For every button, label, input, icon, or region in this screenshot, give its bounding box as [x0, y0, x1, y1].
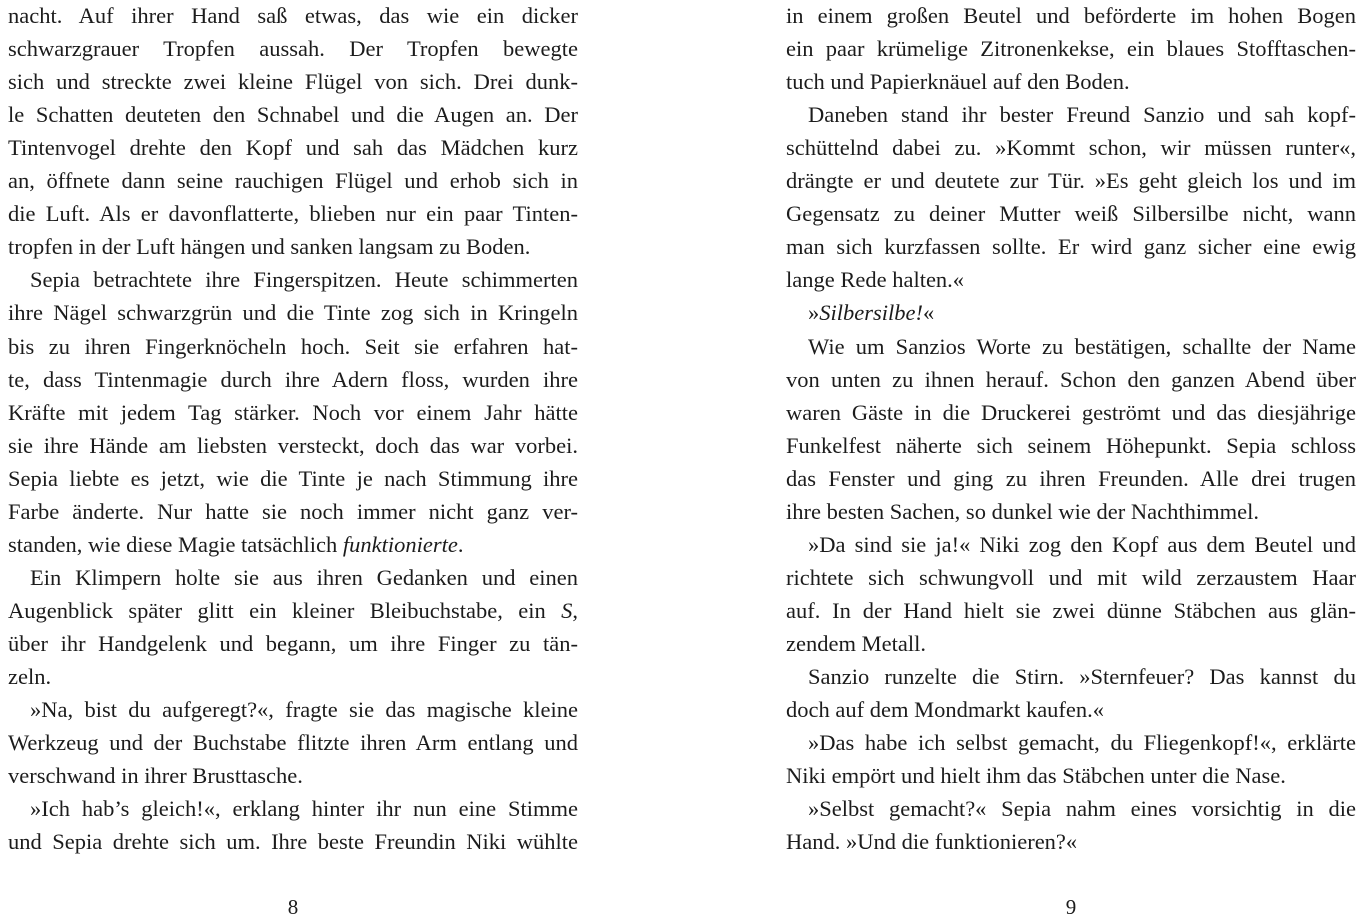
text-line [8, 68, 578, 101]
line-text: Funkelfest näherte sich seinem Höhepunkt. Sepia schloss [786, 432, 1356, 458]
line-text: Werkzeug und der Buchstabe flitzte ihren Arm entlang und [8, 730, 578, 756]
text-line [8, 597, 578, 630]
line-text: nacht. Auf ihrer Hand saß etwas, das wie ein dicker [8, 3, 578, 28]
text-line [786, 266, 1356, 299]
line-text: Sepia betrachtete ihre Fingerspitzen. Heute schimmerten [30, 267, 578, 293]
line-text: Gegensatz zu deiner Mutter weiß Silbersilbe nicht, wann [786, 201, 1356, 227]
line-text: ihre besten Sachen, so dunkel wie der Nachthimmel. [786, 498, 1259, 524]
line-text: zendem Metall. [786, 630, 926, 656]
text-line [786, 597, 1356, 630]
text-line [8, 299, 578, 332]
text-line [8, 564, 578, 597]
line-text: verschwand in ihrer Brusttasche. [8, 763, 303, 789]
text-line [8, 35, 578, 68]
line-text: Wie um Sanzios Worte zu bestätigen, schallte der Name [808, 333, 1356, 359]
line-text: » [808, 300, 820, 326]
text-line [786, 366, 1356, 399]
text-line [8, 762, 578, 795]
text-line [786, 333, 1356, 366]
line-text: »Na, bist du aufgeregt?«, fragte sie das magische kleine [30, 697, 578, 723]
line-text: schwarzgrauer Tropfen aussah. Der Tropfen bewegte [8, 36, 578, 62]
text-line [786, 432, 1356, 465]
text-line [786, 729, 1356, 762]
right-page [786, 0, 1356, 920]
line-trailing-text: . [457, 531, 464, 557]
text-line [786, 134, 1356, 167]
text-line [786, 299, 1356, 332]
line-text: Daneben stand ihr bester Freund Sanzio und sah kopf- [808, 102, 1356, 128]
text-line [786, 233, 1356, 266]
right-page-number: 9 [1065, 895, 1077, 919]
line-text: tropfen in der Luft hängen und sanken langsam zu Boden. [8, 234, 531, 260]
line-trailing-text: , [572, 597, 578, 623]
line-text: auf. In der Hand hielt sie zwei dünne Stäbchen aus glän- [786, 597, 1356, 623]
text-line [8, 333, 578, 366]
text-line [786, 564, 1356, 597]
text-line [8, 729, 578, 762]
text-line [786, 531, 1356, 564]
line-text: »Das habe ich selbst gemacht, du Fliegenkopf!«, erklärte [808, 730, 1356, 756]
line-text: über ihr Handgelenk und begann, um ihre Finger zu tän- [8, 630, 578, 656]
line-text: »Da sind sie ja!« Niki zog den Kopf aus dem Beutel und [808, 531, 1356, 557]
line-text: bis zu ihren Fingerknöcheln hoch. Seit sie erfahren hat- [8, 333, 578, 359]
text-line [786, 663, 1356, 696]
line-text: Farbe änderte. Nur hatte sie noch immer nicht ganz ver- [8, 498, 578, 524]
text-line [786, 101, 1356, 134]
text-line [786, 465, 1356, 498]
text-line [8, 696, 578, 729]
line-italic-text: S [561, 597, 573, 623]
text-line [786, 762, 1356, 795]
text-line [786, 167, 1356, 200]
line-text: richtete sich schwungvoll und mit wild zerzaustem Haar [786, 564, 1356, 590]
text-line [786, 2, 1356, 35]
text-line [8, 366, 578, 399]
line-text: Sepia liebte es jetzt, wie die Tinte je nach Stimmung ihre [8, 465, 578, 491]
line-text: waren Gäste in die Druckerei geströmt und das diesjährige [786, 399, 1356, 425]
text-line [786, 200, 1356, 233]
left-page-number: 8 [287, 895, 299, 919]
line-text: das Fenster und ging zu ihren Freunden. Alle drei trugen [786, 465, 1356, 491]
text-line [786, 35, 1356, 68]
text-line [8, 630, 578, 663]
text-line [786, 828, 1356, 861]
line-italic-text: Silbersilbe! [819, 300, 923, 326]
text-line [8, 167, 578, 200]
text-line [8, 266, 578, 299]
line-text: lange Rede halten.« [786, 267, 965, 293]
line-text: sich und streckte zwei kleine Flügel von sich. Drei dunk- [8, 69, 578, 95]
line-text: Ein Klimpern holte sie aus ihren Gedanken und einen [30, 564, 578, 590]
text-line [786, 68, 1356, 101]
text-line [8, 134, 578, 167]
line-text: standen, wie diese Magie tatsächlich [8, 531, 343, 557]
line-text: schüttelnd dabei zu. »Kommt schon, wir müssen runter«, [786, 135, 1356, 161]
text-line [786, 630, 1356, 663]
text-line [786, 696, 1356, 729]
line-text: zeln. [8, 664, 52, 689]
text-line [8, 2, 578, 35]
text-line [8, 233, 578, 266]
line-text: »Ich hab’s gleich!«, erklang hinter ihr nun eine Stimme [30, 796, 578, 822]
line-text: und Sepia drehte sich um. Ihre beste Freundin Niki wühlte [8, 829, 578, 855]
line-text: sie ihre Hände am liebsten versteckt, doch das war vorbei. [8, 432, 578, 458]
line-text: in einem großen Beutel und beförderte im hohen Bogen [786, 3, 1356, 28]
line-text: »Selbst gemacht?« Sepia nahm eines vorsichtig in die [808, 796, 1356, 822]
line-text: man sich kurzfassen sollte. Er wird ganz sicher eine ewig [786, 234, 1356, 260]
line-text: von unten zu ihnen herauf. Schon den ganzen Abend über [786, 366, 1356, 392]
text-line [8, 498, 578, 531]
line-text: ihre Nägel schwarzgrün und die Tinte zog sich in Kringeln [8, 300, 578, 326]
line-text: an, öffnete dann seine rauchigen Flügel und erhob sich in [8, 168, 578, 194]
line-text: tuch und Papierknäuel auf den Boden. [786, 69, 1130, 95]
text-line [8, 465, 578, 498]
text-line [8, 399, 578, 432]
text-line [786, 795, 1356, 828]
left-page [8, 0, 578, 920]
line-text: drängte er und deutete zur Tür. »Es geht gleich los und im [786, 168, 1356, 194]
text-line [8, 531, 578, 564]
text-line [8, 828, 578, 861]
line-text: Hand. »Und die funktionieren?« [786, 829, 1078, 855]
line-text: Niki empört und hielt ihm das Stäbchen unter die Nase. [786, 763, 1286, 789]
line-text: die Luft. Als er davonflatterte, blieben nur ein paar Tinten- [8, 201, 578, 227]
text-line [786, 498, 1356, 531]
line-text: Sanzio runzelte die Stirn. »Sternfeuer? Das kannst du [808, 664, 1356, 689]
line-italic-text: funktionierte [342, 531, 458, 557]
line-text: le Schatten deuteten den Schnabel und die Augen an. Der [8, 102, 578, 128]
text-line [8, 432, 578, 465]
line-text: Kräfte mit jedem Tag stärker. Noch vor einem Jahr hätte [8, 399, 578, 425]
line-text: Tintenvogel drehte den Kopf und sah das Mädchen kurz [8, 135, 578, 161]
line-trailing-text: « [922, 300, 935, 326]
text-line [8, 795, 578, 828]
line-text: doch auf dem Mondmarkt kaufen.« [786, 697, 1105, 723]
text-line [8, 101, 578, 134]
text-line [786, 399, 1356, 432]
text-line [8, 200, 578, 233]
line-text: te, dass Tintenmagie durch ihre Adern floss, wurden ihre [8, 366, 578, 392]
line-text: Augenblick später glitt ein kleiner Bleibuchstabe, ein [8, 597, 562, 623]
line-text: ein paar krümelige Zitronenkekse, ein blaues Stofftaschen- [786, 36, 1356, 62]
text-line [8, 663, 578, 696]
